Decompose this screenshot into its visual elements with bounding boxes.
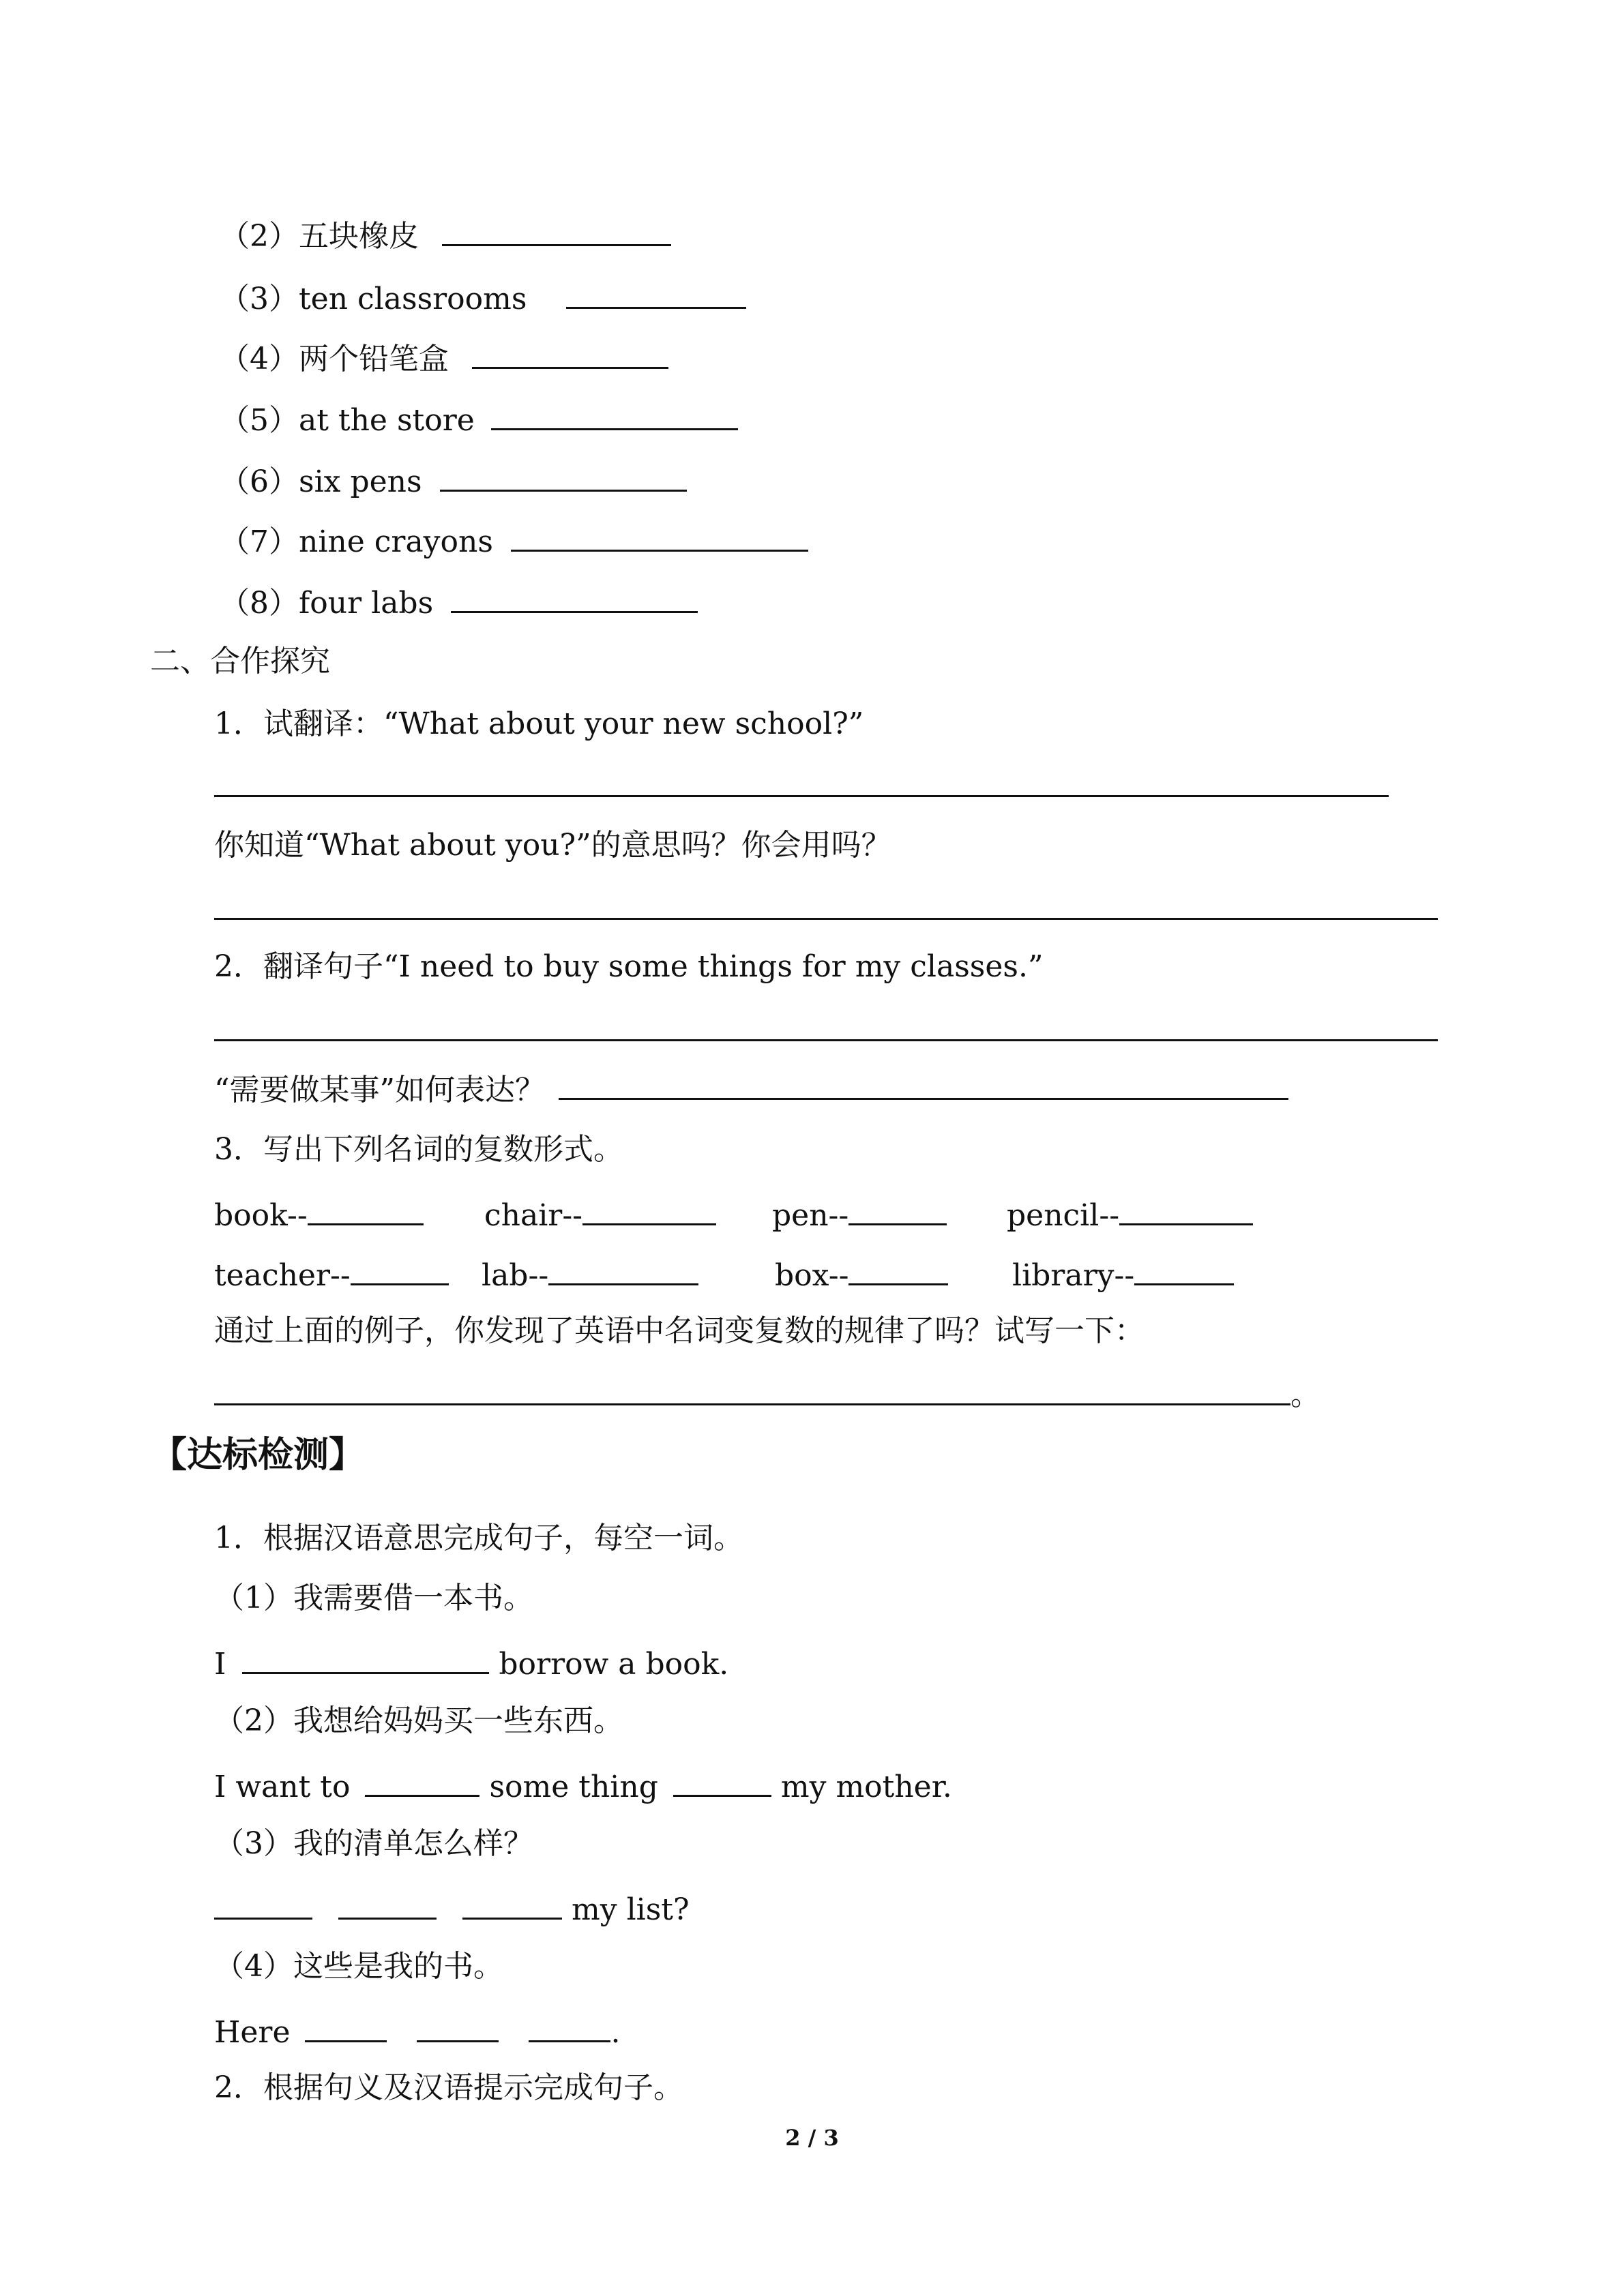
sentence-end: my mother. [780, 1770, 952, 1804]
answer-blank[interactable] [529, 2016, 610, 2042]
item-7 [220, 525, 808, 557]
ex1-item-3-cn: （3）我的清单怎么样？ [214, 1826, 533, 1861]
answer-blank[interactable] [242, 1648, 489, 1674]
question-1-followup: 你知道“What about you?”的意思吗？你会用吗？ [214, 828, 891, 863]
plural-teacher [214, 1259, 449, 1291]
answer-blank[interactable] [848, 1259, 948, 1285]
rule-prompt: 通过上面的例子，你发现了英语中名词变复数的规律了吗？试写一下： [214, 1313, 1145, 1348]
plural-book [214, 1199, 424, 1231]
answer-blank[interactable] [491, 404, 738, 430]
answer-blank[interactable] [365, 1770, 479, 1797]
item-4-label: （4）两个铅笔盒 [220, 342, 449, 376]
answer-blank[interactable] [308, 1199, 424, 1225]
section-3-title: 【达标检测】 [151, 1434, 365, 1476]
answer-blank[interactable] [511, 525, 808, 552]
ex1-item-3-en [214, 1893, 690, 1925]
answer-blank[interactable] [417, 2016, 499, 2042]
plural-pen [772, 1199, 947, 1231]
plural-pencil [1007, 1199, 1253, 1231]
sentence-end: my list? [572, 1892, 690, 1927]
answer-blank[interactable] [442, 220, 671, 246]
plural-word: chair-- [484, 1198, 583, 1233]
ex1-item-2-en [214, 1770, 952, 1802]
question-1: 1．试翻译：“What about your new school?” [214, 706, 864, 741]
item-8 [220, 586, 698, 621]
ex1-item-1-cn: （1）我需要借一本书。 [214, 1581, 533, 1615]
answer-blank[interactable] [351, 1259, 449, 1285]
answer-blank[interactable] [472, 342, 668, 369]
item-6-label: （6）six pens [220, 464, 422, 499]
plural-chair [484, 1199, 716, 1231]
ex1-item-2-cn: （2）我想给妈妈买一些东西。 [214, 1703, 623, 1738]
item-5 [220, 404, 738, 436]
answer-blank[interactable] [214, 1893, 312, 1920]
ex1-item-4-en [214, 2016, 620, 2048]
question-2-followup-text: “需要做某事”如何表达？ [214, 1073, 545, 1107]
item-3-label: （3）ten classrooms [220, 282, 527, 316]
answer-blank[interactable] [559, 1073, 1288, 1100]
plural-word: teacher-- [214, 1258, 351, 1293]
item-7-label: （7）nine crayons [220, 524, 493, 559]
plural-word: pen-- [772, 1198, 849, 1233]
sentence-end: borrow a book. [499, 1647, 729, 1682]
sentence-end: . [610, 2015, 621, 2050]
sentence-middle: some thing [489, 1770, 658, 1804]
answer-line[interactable] [214, 795, 1389, 797]
plural-word: lab-- [482, 1258, 549, 1293]
answer-line[interactable] [214, 918, 1438, 920]
answer-line[interactable] [214, 1039, 1438, 1041]
answer-blank[interactable] [1134, 1259, 1234, 1285]
item-6 [220, 465, 687, 497]
answer-blank[interactable] [548, 1259, 698, 1285]
answer-line[interactable] [214, 1403, 1290, 1405]
rule-end: 。 [1290, 1377, 1320, 1412]
answer-blank[interactable] [848, 1199, 947, 1225]
answer-blank[interactable] [451, 586, 698, 613]
sentence-start: Here [214, 2015, 291, 2050]
answer-blank[interactable] [338, 1893, 437, 1920]
item-5-label: （5）at the store [220, 403, 475, 438]
answer-blank[interactable] [462, 1893, 562, 1920]
plural-library [1012, 1259, 1234, 1291]
question-2: 2．翻译句子“I need to buy some things for my classes.” [214, 949, 1044, 984]
sentence-start: I [214, 1647, 226, 1682]
item-2 [220, 220, 671, 252]
plural-box [775, 1259, 948, 1291]
question-3: 3．写出下列名词的复数形式。 [214, 1132, 623, 1167]
item-2-label: （2）五块橡皮 [220, 219, 419, 254]
answer-blank[interactable] [1119, 1199, 1253, 1225]
plural-word: library-- [1012, 1258, 1135, 1293]
answer-blank[interactable] [582, 1199, 716, 1225]
answer-blank[interactable] [440, 465, 687, 492]
item-3 [220, 282, 746, 314]
ex1-item-4-cn: （4）这些是我的书。 [214, 1949, 503, 1984]
exercise-1: 1．根据汉语意思完成句子，每空一词。 [214, 1521, 743, 1555]
plural-word: book-- [214, 1198, 308, 1233]
plural-word: pencil-- [1007, 1198, 1120, 1233]
exercise-2: 2．根据句义及汉语提示完成句子。 [214, 2070, 683, 2105]
item-8-label: （8）four labs [220, 586, 434, 621]
answer-blank[interactable] [305, 2016, 387, 2042]
item-4 [220, 342, 668, 374]
answer-blank[interactable] [673, 1770, 771, 1797]
plural-lab [482, 1259, 698, 1291]
ex1-item-1-en [214, 1648, 728, 1680]
plural-word: box-- [775, 1258, 849, 1293]
page-number: 2 / 3 [785, 2125, 839, 2151]
answer-blank[interactable] [566, 282, 746, 309]
section-2-title: 二、合作探究 [150, 644, 330, 679]
sentence-start: I want to [214, 1770, 351, 1804]
question-2-followup [214, 1073, 1288, 1105]
